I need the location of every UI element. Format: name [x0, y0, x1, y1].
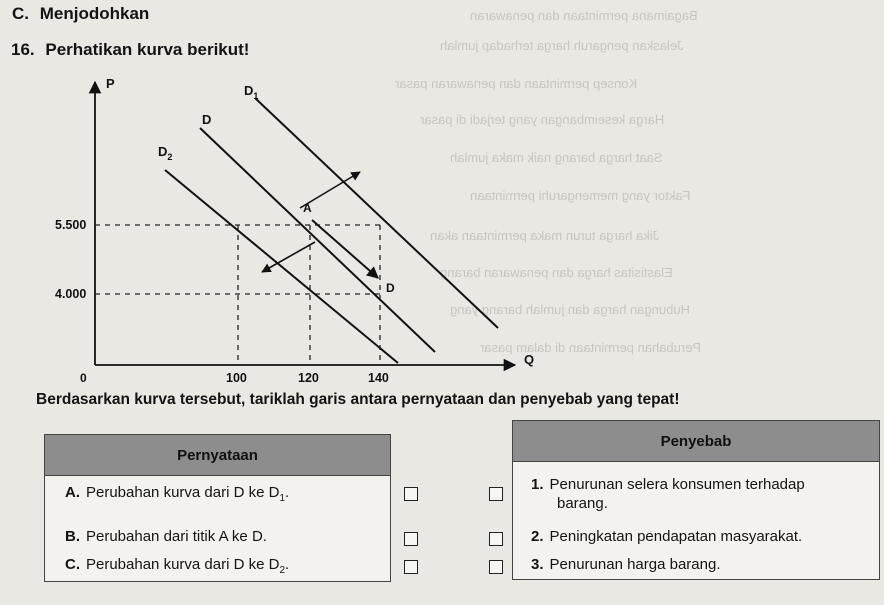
- cause-text: Penurunan harga barang.: [549, 556, 721, 573]
- cause-text: Peningkatan pendapatan masyarakat.: [549, 528, 803, 545]
- section-label: C.: [12, 4, 29, 23]
- section-heading: [12, 4, 149, 24]
- quantity-tick-140: 140: [368, 371, 389, 385]
- bleed-through-text: Konsep permintaan dan penawaran pasar: [395, 76, 638, 91]
- bleed-through-text: Saat harga barang naik maka jumlah: [450, 150, 663, 165]
- question-number: 16.: [11, 40, 35, 59]
- curve-label-d2: $D_2$: [158, 144, 173, 162]
- bleed-through-text: Perubahan permintaan di dalam pasar: [480, 340, 702, 355]
- statement-a-connector-box[interactable]: [404, 487, 418, 501]
- statement-text: Perubahan dari titik A ke D.: [86, 528, 267, 545]
- cause-3: [531, 555, 721, 574]
- point-label-d: D: [386, 281, 395, 295]
- curve-label-d: D: [202, 112, 212, 127]
- quantity-tick-100: 100: [226, 371, 247, 385]
- statement-panel: [44, 434, 391, 582]
- statement-c-connector-box[interactable]: [404, 560, 418, 574]
- matching-instruction: Berdasarkan kurva tersebut, tariklah garis antara pernyataan dan penyebab yang tepat!: [36, 391, 680, 408]
- bleed-through-text: Faktor yang memengaruhi permintaan: [470, 188, 691, 203]
- cause-text-continued: barang.: [557, 495, 608, 512]
- price-tick-4000: 4.000: [55, 287, 87, 301]
- statement-tail: .: [285, 484, 290, 501]
- cause-key: 1.: [531, 476, 544, 493]
- bleed-through-text: Harga keseimbangan yang terjadi di pasar: [420, 112, 665, 127]
- bleed-through-text: Jika harga turun maka permintaan akan: [430, 228, 660, 243]
- cause-key: 2.: [531, 528, 544, 545]
- bleed-through-text: Elastisitas harga dan penawaran barang: [440, 265, 673, 280]
- statement-subscript: 1: [279, 493, 285, 504]
- statement-key: C.: [65, 556, 80, 573]
- statement-text: Perubahan kurva dari D ke D: [86, 556, 280, 573]
- statement-a: [65, 483, 289, 508]
- shift-arrow-a-to-d: [312, 220, 378, 278]
- cause-3-connector-box[interactable]: [489, 560, 503, 574]
- cause-2: [531, 527, 802, 546]
- cause-panel: [512, 420, 880, 580]
- statement-key: B.: [65, 528, 80, 545]
- cause-1-connector-box[interactable]: [489, 487, 503, 501]
- statement-text: Perubahan kurva dari D ke D: [86, 484, 280, 501]
- statement-c: [65, 555, 289, 580]
- bleed-through-text: Bagaimana permintaan dan penawaran: [470, 8, 698, 23]
- curve-label-d1: $D_1$: [244, 83, 259, 101]
- x-axis-label: Q: [524, 352, 535, 367]
- bleed-through-text: Hubungan harga dan jumlah barang yang: [450, 302, 690, 317]
- cause-key: 3.: [531, 556, 544, 573]
- statement-subscript: 2: [279, 565, 285, 576]
- statement-tail: .: [285, 556, 290, 573]
- cause-text: Penurunan selera konsumen terhadap: [549, 476, 805, 493]
- statement-header: Pernyataan: [45, 435, 390, 476]
- bleed-through-text: Jelaskan pengaruh harga terhadap jumlah: [440, 38, 684, 53]
- question-text: Perhatikan kurva berikut!: [45, 40, 250, 59]
- origin-label: 0: [80, 371, 87, 385]
- statement-b-connector-box[interactable]: [404, 532, 418, 546]
- demand-curve-graph: [0, 60, 560, 390]
- section-title: Menjodohkan: [39, 4, 150, 23]
- price-tick-5500: 5.500: [55, 218, 87, 232]
- y-axis-label: P: [106, 76, 115, 91]
- statement-b: [65, 527, 267, 546]
- quantity-tick-120: 120: [298, 371, 319, 385]
- cause-header: Penyebab: [513, 421, 879, 462]
- point-label-a: A: [303, 201, 312, 215]
- curve-d: [200, 128, 435, 352]
- cause-1: [531, 475, 871, 513]
- question-prompt: [11, 40, 249, 60]
- cause-2-connector-box[interactable]: [489, 532, 503, 546]
- statement-key: A.: [65, 484, 80, 501]
